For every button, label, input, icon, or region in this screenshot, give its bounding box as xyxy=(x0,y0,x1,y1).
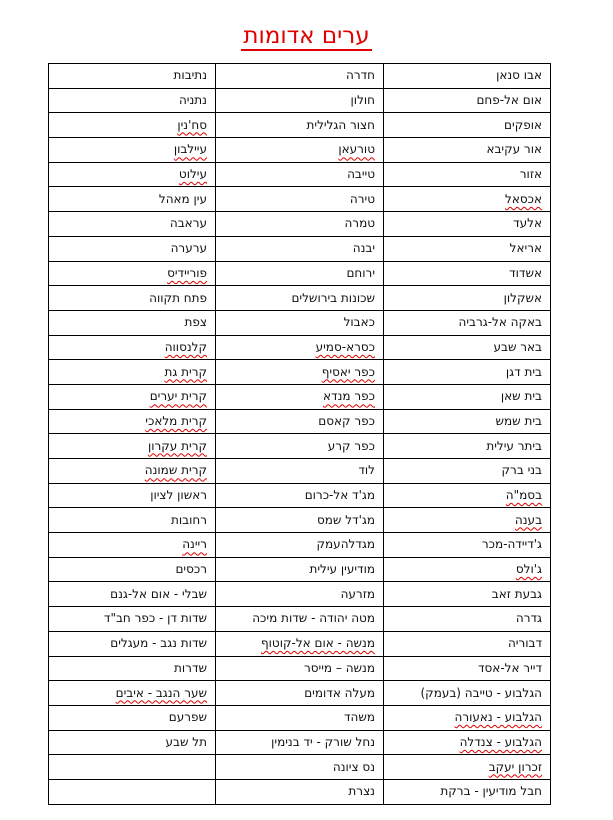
table-row xyxy=(49,88,551,113)
table-cell-right xyxy=(384,384,551,409)
table-cell-middle xyxy=(216,681,384,706)
city-name: הגלבוע - נאעורה xyxy=(454,710,542,725)
city-name: סח'נין xyxy=(177,117,207,132)
city-name: גבעת זאב xyxy=(491,586,542,601)
city-name: טייבה xyxy=(347,167,375,182)
city-name: גדרה xyxy=(515,611,542,626)
table-cell-left xyxy=(49,113,216,138)
table-cell-left xyxy=(49,88,216,113)
city-name: רכסים xyxy=(175,562,207,577)
city-name: משהד xyxy=(343,710,375,725)
city-name: מנשה - אום אל-קוטוף xyxy=(260,636,375,651)
table-row xyxy=(49,631,551,656)
table-cell-right xyxy=(384,607,551,632)
table-cell-right xyxy=(384,187,551,212)
table-cell-left xyxy=(49,286,216,311)
table-row xyxy=(49,730,551,755)
table-cell-left xyxy=(49,187,216,212)
city-name: נחל שורק - יד בנימין xyxy=(271,734,375,749)
city-name: מזרעה xyxy=(340,586,375,601)
table-cell-right xyxy=(384,755,551,780)
city-name: נתניה xyxy=(178,93,207,108)
city-name: שדות דן - כפר חב"ד xyxy=(103,611,207,626)
city-name: מודיעין עילית xyxy=(309,562,375,577)
city-name: קרית עקרון xyxy=(147,438,207,453)
city-name: מנשה – מייסר xyxy=(303,660,375,675)
table-cell-middle xyxy=(216,656,384,681)
city-name: בענה xyxy=(514,512,542,527)
city-name: קרית מלאכי xyxy=(145,413,207,428)
city-name: קרית שמונה xyxy=(144,463,207,478)
table-cell-middle xyxy=(216,64,384,89)
city-name: אבו סנאן xyxy=(496,68,542,83)
table-cell-right xyxy=(384,533,551,558)
city-name: מג'דל שמס xyxy=(316,512,375,527)
table-row xyxy=(49,533,551,558)
city-name: נס ציונה xyxy=(332,759,375,774)
table-row xyxy=(49,113,551,138)
city-name: לוד xyxy=(358,463,375,478)
city-name: קרית יערים xyxy=(149,389,207,404)
table-cell-right xyxy=(384,656,551,681)
city-name: עילוט xyxy=(178,167,207,182)
city-name: דבוריה xyxy=(507,636,542,651)
city-name: נצרת xyxy=(348,784,375,799)
table-cell-right xyxy=(384,138,551,163)
page-title xyxy=(0,20,613,52)
table-cell-left xyxy=(49,335,216,360)
table-cell-left xyxy=(49,310,216,335)
table-cell-right xyxy=(384,434,551,459)
table-cell-middle xyxy=(216,335,384,360)
table-cell-left xyxy=(49,582,216,607)
table-cell-middle xyxy=(216,88,384,113)
table-cell-right xyxy=(384,730,551,755)
city-name: כאבול xyxy=(343,315,375,330)
table-cell-left xyxy=(49,162,216,187)
table-cell-right xyxy=(384,286,551,311)
table-cell-right xyxy=(384,409,551,434)
table-cell-left xyxy=(49,681,216,706)
table-cell-left xyxy=(49,409,216,434)
table-cell-middle xyxy=(216,138,384,163)
table-row xyxy=(49,508,551,533)
city-name: זכרון יעקב xyxy=(488,759,542,774)
city-name: אום אל-פחם xyxy=(476,93,542,108)
city-name: כפר קאסם xyxy=(318,413,375,428)
table-cell-left xyxy=(49,64,216,89)
table-cell-right xyxy=(384,483,551,508)
table-cell-middle xyxy=(216,384,384,409)
city-name: חבל מודיעין - ברקת xyxy=(440,784,542,799)
table-cell-left xyxy=(49,779,216,804)
table-cell-middle xyxy=(216,261,384,286)
city-name: אופקים xyxy=(504,117,542,132)
table-row xyxy=(49,557,551,582)
table-cell-middle xyxy=(216,582,384,607)
city-name: חצור הגלילית xyxy=(306,117,375,132)
table-cell-left xyxy=(49,656,216,681)
table-cell-middle xyxy=(216,187,384,212)
table-cell-right xyxy=(384,113,551,138)
city-name: כפר מנדא xyxy=(323,389,375,404)
city-name: בית שאן xyxy=(500,389,542,404)
table-row xyxy=(49,681,551,706)
city-name: אלעד xyxy=(513,216,542,231)
city-name: כפר יאסיף xyxy=(321,364,375,379)
city-name: בסמ"ה xyxy=(505,488,542,503)
city-name: שפרעם xyxy=(168,710,207,725)
city-name: פתח תקווה xyxy=(149,290,207,305)
table-cell-middle xyxy=(216,459,384,484)
table-row xyxy=(49,705,551,730)
table-cell-middle xyxy=(216,310,384,335)
cities-table-body xyxy=(49,64,551,805)
city-name: קרית גת xyxy=(164,364,207,379)
table-cell-right xyxy=(384,310,551,335)
table-cell-right xyxy=(384,236,551,261)
city-name: ערערה xyxy=(170,241,207,256)
table-cell-right xyxy=(384,705,551,730)
city-name: אור עקיבא xyxy=(486,142,542,157)
city-name: רחובות xyxy=(171,512,207,527)
city-name: תל שבע xyxy=(165,734,207,749)
table-cell-left xyxy=(49,730,216,755)
city-name: טירה xyxy=(349,191,375,206)
city-name: שבלי - אום אל-גנם xyxy=(110,586,207,601)
table-cell-left xyxy=(49,236,216,261)
city-name: שער הנגב - איבים xyxy=(115,685,207,700)
table-cell-left xyxy=(49,434,216,459)
city-name: עראבה xyxy=(169,216,207,231)
table-row xyxy=(49,162,551,187)
table-cell-left xyxy=(49,557,216,582)
city-name: מטה יהודה - שדות מיכה xyxy=(252,611,375,626)
city-name: קלנסווה xyxy=(164,339,207,354)
city-name: יבנה xyxy=(352,241,375,256)
table-row xyxy=(49,582,551,607)
table-cell-left xyxy=(49,212,216,237)
table-row xyxy=(49,434,551,459)
city-name: ג'ולס xyxy=(515,562,542,577)
table-cell-right xyxy=(384,88,551,113)
table-cell-middle xyxy=(216,360,384,385)
table-cell-middle xyxy=(216,483,384,508)
table-cell-middle xyxy=(216,212,384,237)
table-cell-right xyxy=(384,64,551,89)
table-cell-middle xyxy=(216,631,384,656)
city-name: דייר אל-אסד xyxy=(477,660,542,675)
table-cell-left xyxy=(49,360,216,385)
city-name: מגדלהעמק xyxy=(316,537,375,552)
table-row xyxy=(49,607,551,632)
table-row xyxy=(49,286,551,311)
table-cell-right xyxy=(384,779,551,804)
city-name: הגלבוע - צנדלה xyxy=(459,734,542,749)
table-row xyxy=(49,236,551,261)
table-cell-left xyxy=(49,631,216,656)
table-cell-right xyxy=(384,631,551,656)
city-name: עין מאהל xyxy=(158,191,207,206)
city-name: בני ברק xyxy=(501,463,542,478)
table-cell-middle xyxy=(216,508,384,533)
table-cell-right xyxy=(384,508,551,533)
city-name: אשדוד xyxy=(509,265,542,280)
city-name: ריינה xyxy=(182,537,207,552)
table-row xyxy=(49,64,551,89)
table-cell-middle xyxy=(216,286,384,311)
table-cell-left xyxy=(49,138,216,163)
table-row xyxy=(49,459,551,484)
table-cell-middle xyxy=(216,779,384,804)
city-name: ג'דיידה-מכר xyxy=(481,537,542,552)
city-name: אריאל xyxy=(509,241,542,256)
table-cell-middle xyxy=(216,607,384,632)
table-cell-middle xyxy=(216,705,384,730)
table-row xyxy=(49,261,551,286)
city-name: חולון xyxy=(350,93,375,108)
page-title-text: ערים אדומות xyxy=(243,23,370,49)
city-name: אכסאל xyxy=(505,191,542,206)
city-name: אזור xyxy=(519,167,542,182)
city-name: מג'ד אל-כרום xyxy=(304,488,375,503)
city-name: באר שבע xyxy=(493,339,542,354)
city-name: ירוחם xyxy=(346,265,375,280)
city-name: בית שמש xyxy=(495,413,542,428)
city-name: ביתר עילית xyxy=(486,438,542,453)
city-name: כפר קרע xyxy=(327,438,375,453)
table-cell-right xyxy=(384,557,551,582)
city-name: הגלבוע - טייבה (בעמק) xyxy=(420,685,542,700)
table-cell-middle xyxy=(216,236,384,261)
table-cell-middle xyxy=(216,162,384,187)
table-cell-left xyxy=(49,533,216,558)
table-row xyxy=(49,779,551,804)
table-row xyxy=(49,335,551,360)
table-cell-left xyxy=(49,705,216,730)
table-row xyxy=(49,384,551,409)
table-cell-right xyxy=(384,582,551,607)
table-cell-right xyxy=(384,162,551,187)
cities-table xyxy=(48,63,551,805)
table-row xyxy=(49,212,551,237)
table-cell-left xyxy=(49,755,216,780)
table-cell-right xyxy=(384,212,551,237)
city-name: מעלה אדומים xyxy=(304,685,375,700)
city-name: אשקלון xyxy=(503,290,542,305)
table-cell-left xyxy=(49,607,216,632)
table-row xyxy=(49,360,551,385)
city-name: שכונות בירושלים xyxy=(291,290,375,305)
table-cell-left xyxy=(49,261,216,286)
table-cell-right xyxy=(384,261,551,286)
table-cell-left xyxy=(49,384,216,409)
table-cell-middle xyxy=(216,557,384,582)
table-cell-right xyxy=(384,360,551,385)
table-row xyxy=(49,138,551,163)
table-cell-middle xyxy=(216,434,384,459)
city-name: בית דגן xyxy=(505,364,542,379)
table-row xyxy=(49,755,551,780)
table-cell-left xyxy=(49,459,216,484)
city-name: פוריידיס xyxy=(167,265,207,280)
city-name: ראשון לציון xyxy=(150,488,207,503)
city-name: חדרה xyxy=(345,68,375,83)
table-row xyxy=(49,409,551,434)
table-row xyxy=(49,310,551,335)
city-name: טורעאן xyxy=(338,142,375,157)
table-cell-middle xyxy=(216,730,384,755)
city-name: צפת xyxy=(184,315,207,330)
table-row xyxy=(49,187,551,212)
table-row xyxy=(49,656,551,681)
city-name: כסרא-סמיע xyxy=(315,339,375,354)
city-name: נתיבות xyxy=(173,68,207,83)
city-name: שדות נגב - מעגלים xyxy=(110,636,207,651)
table-row xyxy=(49,483,551,508)
city-name: טמרה xyxy=(344,216,375,231)
table-cell-left xyxy=(49,508,216,533)
table-cell-right xyxy=(384,335,551,360)
table-cell-middle xyxy=(216,409,384,434)
city-name: עיילבון xyxy=(173,142,207,157)
table-cell-right xyxy=(384,681,551,706)
city-name: באקה אל-גרביה xyxy=(458,315,542,330)
table-cell-middle xyxy=(216,533,384,558)
city-name: שדרות xyxy=(174,660,207,675)
table-cell-middle xyxy=(216,113,384,138)
table-cell-left xyxy=(49,483,216,508)
table-cell-right xyxy=(384,459,551,484)
table-cell-middle xyxy=(216,755,384,780)
